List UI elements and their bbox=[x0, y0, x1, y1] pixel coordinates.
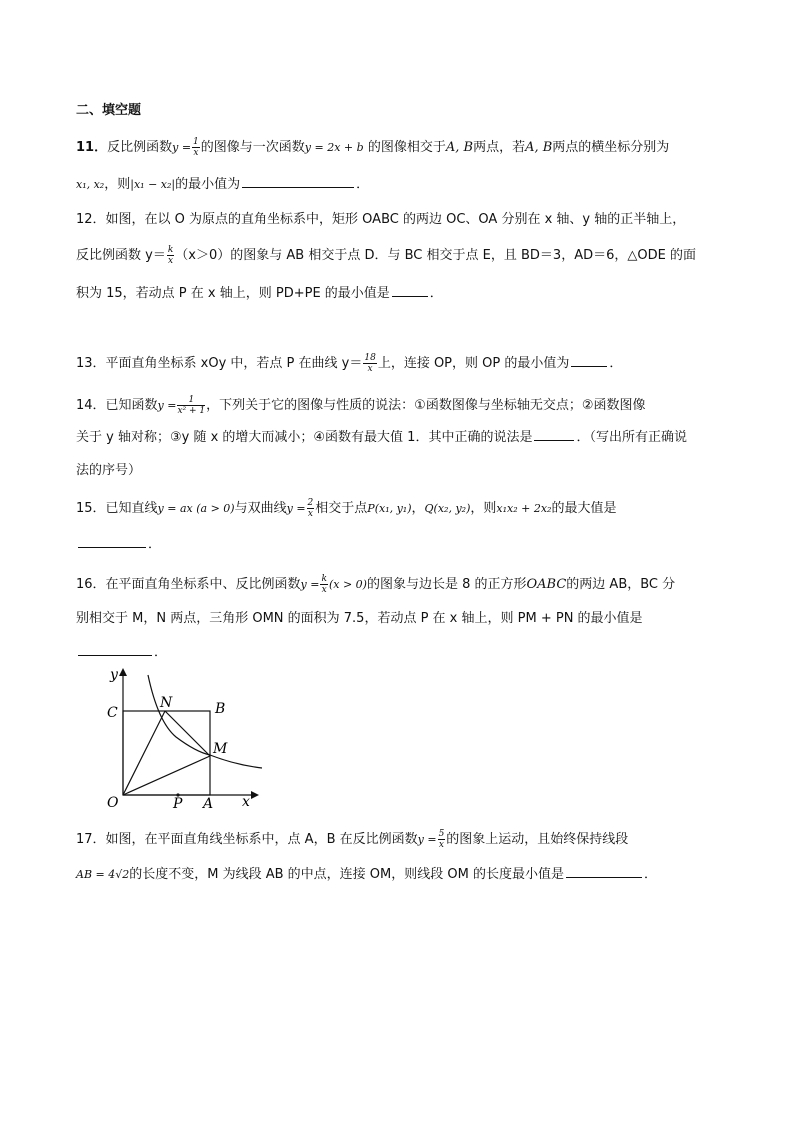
answer-blank[interactable] bbox=[534, 439, 574, 441]
q14-func-lhs: y = bbox=[157, 399, 177, 412]
question-14-line-1 bbox=[76, 395, 645, 416]
q17-text: 17．如图，在平面直角线坐标系中，点 A，B 在反比例函数 bbox=[76, 832, 418, 847]
label-b: B bbox=[215, 701, 226, 717]
q11-text: 两点的横坐标分别为 bbox=[552, 140, 670, 155]
q15-line-func: y = ax (a > 0) bbox=[157, 502, 235, 515]
question-12-line-2 bbox=[76, 245, 696, 266]
question-14-line-3: 法的序号） bbox=[76, 463, 142, 478]
answer-blank[interactable] bbox=[392, 295, 428, 297]
q11-text: 的最小值为 bbox=[175, 177, 241, 192]
q11-text: 两点，若 bbox=[473, 140, 526, 155]
q15-expression: x₁x₂ + 2x₂ bbox=[496, 502, 552, 515]
answer-blank[interactable] bbox=[566, 876, 642, 878]
q12-fraction: $\frac{k}{x}$ bbox=[167, 245, 174, 266]
q11-number: 11． bbox=[76, 140, 108, 155]
q14-text: 14．已知函数 bbox=[76, 398, 158, 413]
question-17-line-1 bbox=[76, 829, 628, 850]
q11-end: ． bbox=[356, 177, 370, 192]
q11-points: A, B bbox=[445, 140, 474, 155]
q12-text: 积为 15，若动点 P 在 x 轴上，则 PD+PE 的最小值是 bbox=[76, 286, 390, 301]
q14-text: 关于 y 轴对称；③y 随 x 的增大而减小；④函数有最大值 1．其中正确的说法是 bbox=[76, 430, 533, 445]
q15-text: ， bbox=[411, 501, 425, 516]
q16-figure bbox=[96, 660, 272, 810]
y-axis-arrow bbox=[119, 668, 127, 676]
question-12-line-1: 12．如图，在以 O 为原点的直角坐标系中，矩形 OABC 的两边 OC、OA 分别在 x 轴、y 轴的正半轴上， bbox=[76, 212, 686, 227]
label-n: N bbox=[160, 695, 173, 711]
q17-text: 的图象上运动，且始终保持线段 bbox=[446, 832, 629, 847]
q15-func-lhs: y = bbox=[286, 502, 306, 515]
q11-text: 的图像与一次函数 bbox=[200, 140, 305, 155]
q16-func-lhs: y = bbox=[300, 578, 320, 591]
section-title: 二、填空题 bbox=[76, 103, 142, 118]
segment-on bbox=[123, 711, 165, 795]
question-14-line-2 bbox=[76, 429, 687, 447]
q17-end: ． bbox=[643, 867, 657, 882]
q13-text: 上，连接 OP，则 OP 的最小值为 bbox=[377, 356, 570, 371]
q11-text: ，则 bbox=[104, 177, 131, 192]
q15-text: ，则 bbox=[470, 501, 497, 516]
square-oabc bbox=[123, 711, 210, 795]
q13-end: ． bbox=[609, 356, 623, 371]
label-c: C bbox=[107, 705, 118, 721]
q11-text: 反比例函数 bbox=[107, 140, 173, 155]
q11-text: 的图像相交于 bbox=[367, 140, 446, 155]
q16-text: 16．在平面直角坐标系中、反比例函数 bbox=[76, 577, 301, 592]
label-a: A bbox=[203, 796, 214, 810]
question-16-line-1 bbox=[76, 574, 675, 595]
q15-point-q: Q(x₂, y₂) bbox=[424, 502, 471, 515]
hyperbola-curve bbox=[148, 675, 262, 768]
question-13 bbox=[76, 353, 622, 374]
question-11-line-2 bbox=[76, 176, 369, 194]
q17-func-lhs: y = bbox=[417, 833, 437, 846]
q16-text: 的两边 AB，BC 分 bbox=[566, 577, 676, 592]
q15-text: 相交于点 bbox=[315, 501, 368, 516]
q13-text: 13．平面直角坐标系 xOy 中，若点 P 在曲线 y＝ bbox=[76, 356, 363, 371]
question-15-line-2 bbox=[76, 536, 161, 554]
q11-linear-func: y = 2x + b bbox=[304, 141, 364, 154]
question-12-line-3 bbox=[76, 285, 443, 303]
answer-blank[interactable] bbox=[78, 654, 152, 656]
q15-text: 与双曲线 bbox=[234, 501, 287, 516]
q15-end: ． bbox=[148, 537, 162, 552]
label-m: M bbox=[213, 741, 228, 757]
answer-blank[interactable] bbox=[571, 365, 607, 367]
question-15-line-1 bbox=[76, 498, 616, 519]
q11-abs-expr: |x₁ − x₂| bbox=[130, 178, 176, 191]
q13-fraction: $\frac{18}{x}$ bbox=[364, 353, 376, 374]
q14-fraction: $\frac{1}{\text{x² + 1}}$ bbox=[177, 395, 206, 416]
q11-points: A, B bbox=[525, 140, 553, 155]
q17-ab-length: AB = 4√2 bbox=[76, 868, 130, 881]
q15-fraction: $\frac{2}{x}$ bbox=[307, 498, 314, 519]
q12-text: 反比例函数 y＝ bbox=[76, 248, 166, 263]
label-y: y bbox=[110, 667, 118, 683]
label-o: O bbox=[107, 795, 119, 810]
q11-fraction: $\frac{1}{x}$ bbox=[193, 137, 199, 158]
q14-text: ，下列关于它的图像与性质的说法：①函数图像与坐标轴无交点；②函数图像 bbox=[206, 398, 646, 413]
x-axis-arrow bbox=[251, 791, 259, 799]
q16-text: 的图象与边长是 8 的正方形 bbox=[366, 577, 527, 592]
q11-func-lhs: y = bbox=[172, 141, 192, 154]
answer-blank[interactable] bbox=[242, 186, 354, 188]
question-17-line-2 bbox=[76, 866, 657, 884]
question-11-line-1 bbox=[76, 137, 669, 158]
q15-text: 的最大值是 bbox=[551, 501, 617, 516]
answer-blank[interactable] bbox=[78, 546, 146, 548]
q15-text: 15．已知直线 bbox=[76, 501, 158, 516]
q16-square-name: OABC bbox=[526, 577, 567, 592]
q12-end: ． bbox=[429, 286, 443, 301]
q16-condition: (x > 0) bbox=[328, 578, 367, 591]
q15-point-p: P(x₁, y₁) bbox=[367, 502, 412, 515]
q16-end: ． bbox=[154, 645, 168, 660]
segment-om bbox=[123, 756, 210, 795]
question-16-line-2: 别相交于 M，N 两点，三角形 OMN 的面积为 7.5，若动点 P 在 x 轴上，则 PM + PN 的最小值是 bbox=[76, 611, 643, 626]
q12-text: （x＞0）的图象与 AB 相交于点 D．与 BC 相交于点 E，且 BD＝3，AD＝6，△ODE 的面 bbox=[175, 248, 696, 263]
q17-text: 的长度不变，M 为线段 AB 的中点，连接 OM，则线段 OM 的长度最小值是 bbox=[129, 867, 564, 882]
q14-text: ．（写出所有正确说 bbox=[576, 430, 687, 445]
q11-vars: x₁, x₂ bbox=[76, 178, 105, 191]
label-x: x bbox=[242, 794, 250, 810]
label-p: P bbox=[173, 796, 183, 810]
q16-fraction: $\frac{k}{x}$ bbox=[321, 574, 327, 595]
q17-fraction: $\frac{5}{x}$ bbox=[438, 829, 445, 850]
